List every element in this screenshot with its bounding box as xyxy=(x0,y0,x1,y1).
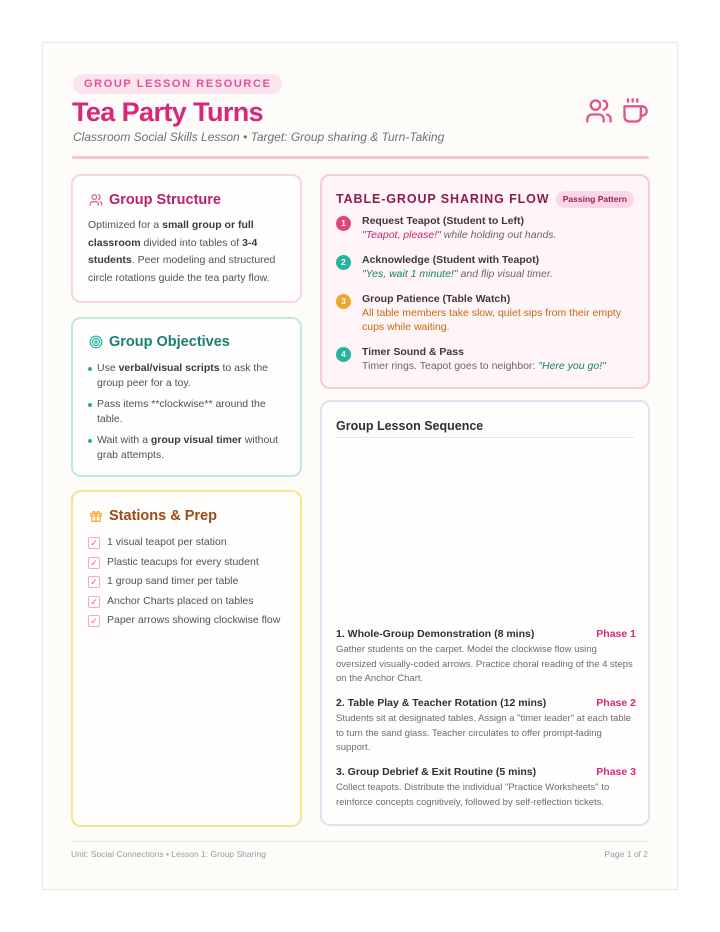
flow-step-3: 3 Group Patience (Table Watch) All table members take slow, quiet sips from their empty cups while waiting. xyxy=(336,293,636,334)
flow-step-1: 1 Request Teapot (Student to Left) "Teapot, please!" while holding out hands. xyxy=(336,215,636,242)
lesson-sequence-card xyxy=(320,400,650,826)
footer-page-number: Page 1 of 2 xyxy=(604,849,648,859)
footer-divider xyxy=(71,841,649,842)
header-divider xyxy=(72,156,649,159)
checklist-item: ✓ 1 group sand timer per table xyxy=(88,575,288,589)
checklist-item: ✓ 1 visual teapot per station xyxy=(88,536,288,550)
list-item: Wait with a group visual timer without grab attempts. xyxy=(88,433,288,462)
phase-tag: Phase 1 xyxy=(596,628,636,640)
lesson-page xyxy=(42,42,678,890)
group-objectives-card xyxy=(71,317,302,477)
checklist-item: ✓ Plastic teacups for every student xyxy=(88,556,288,570)
page-title: Tea Party Turns xyxy=(72,97,264,127)
sharing-flow-title: TABLE-GROUP SHARING FLOW xyxy=(336,192,550,206)
gift-icon xyxy=(89,509,103,523)
phase-item: 3. Group Debrief & Exit Routine (5 mins) Phase 3 Collect teapots. Distribute the individual "Practice Worksheets" to reinforce concepts cognitively, followed by self-reflection tickets. xyxy=(336,766,636,808)
flow-step-4: 4 Timer Sound & Pass Timer rings. Teapot goes to neighbor: "Here you go!" xyxy=(336,346,636,373)
resource-badge: GROUP LESSON RESOURCE xyxy=(73,74,282,94)
sharing-flow-card xyxy=(320,174,650,389)
footer-unit-label: Unit: Social Connections • Lesson 1: Group Sharing xyxy=(71,849,266,859)
users-icon xyxy=(585,97,613,125)
users-icon xyxy=(89,193,103,207)
group-structure-title: Group Structure xyxy=(109,192,221,208)
check-icon: ✓ xyxy=(88,596,100,608)
coffee-cup-icon xyxy=(621,97,649,125)
stations-prep-card xyxy=(71,490,302,827)
check-icon: ✓ xyxy=(88,576,100,588)
stations-checklist xyxy=(88,536,288,634)
header-icons xyxy=(585,97,649,125)
group-objectives-title: Group Objectives xyxy=(109,334,230,350)
lesson-sequence-title: Group Lesson Sequence xyxy=(336,419,484,433)
sequence-divider xyxy=(336,437,634,438)
check-icon: ✓ xyxy=(88,537,100,549)
check-icon: ✓ xyxy=(88,615,100,627)
phase-item: 1. Whole-Group Demonstration (8 mins) Phase 1 Gather students on the carpet. Model the clockwise flow using oversized visually-coded arrows. Practice choral reading of the 4 steps on the Anchor Chart. xyxy=(336,628,636,684)
list-item: Use verbal/visual scripts to ask the group peer for a toy. xyxy=(88,361,288,390)
checklist-item: ✓ Paper arrows showing clockwise flow xyxy=(88,614,288,628)
group-structure-text: Optimized for a small group or full classroom divided into tables of 3-4 students. Peer modeling and structured circle rotations guide the tea party flow. xyxy=(88,219,276,284)
phase-tag: Phase 3 xyxy=(596,766,636,778)
list-item: Pass items **clockwise** around the table. xyxy=(88,397,288,426)
objectives-list xyxy=(88,361,288,469)
target-icon xyxy=(89,335,103,349)
group-structure-card xyxy=(71,174,302,303)
check-icon: ✓ xyxy=(88,557,100,569)
phase-tag: Phase 2 xyxy=(596,697,636,709)
page-subtitle: Classroom Social Skills Lesson • Target: Group sharing & Turn-Taking xyxy=(73,130,445,144)
checklist-item: ✓ Anchor Charts placed on tables xyxy=(88,595,288,609)
phase-item: 2. Table Play & Teacher Rotation (12 mins) Phase 2 Students sit at designated tables. Assign a "timer leader" at each table to turn the sand glass. Teacher circulates to offer prompt-fading support. xyxy=(336,697,636,753)
stations-title: Stations & Prep xyxy=(109,508,217,524)
flow-step-2: 2 Acknowledge (Student with Teapot) "Yes, wait 1 minute!" and flip visual timer. xyxy=(336,254,636,281)
passing-pattern-pill: Passing Pattern xyxy=(556,191,634,208)
